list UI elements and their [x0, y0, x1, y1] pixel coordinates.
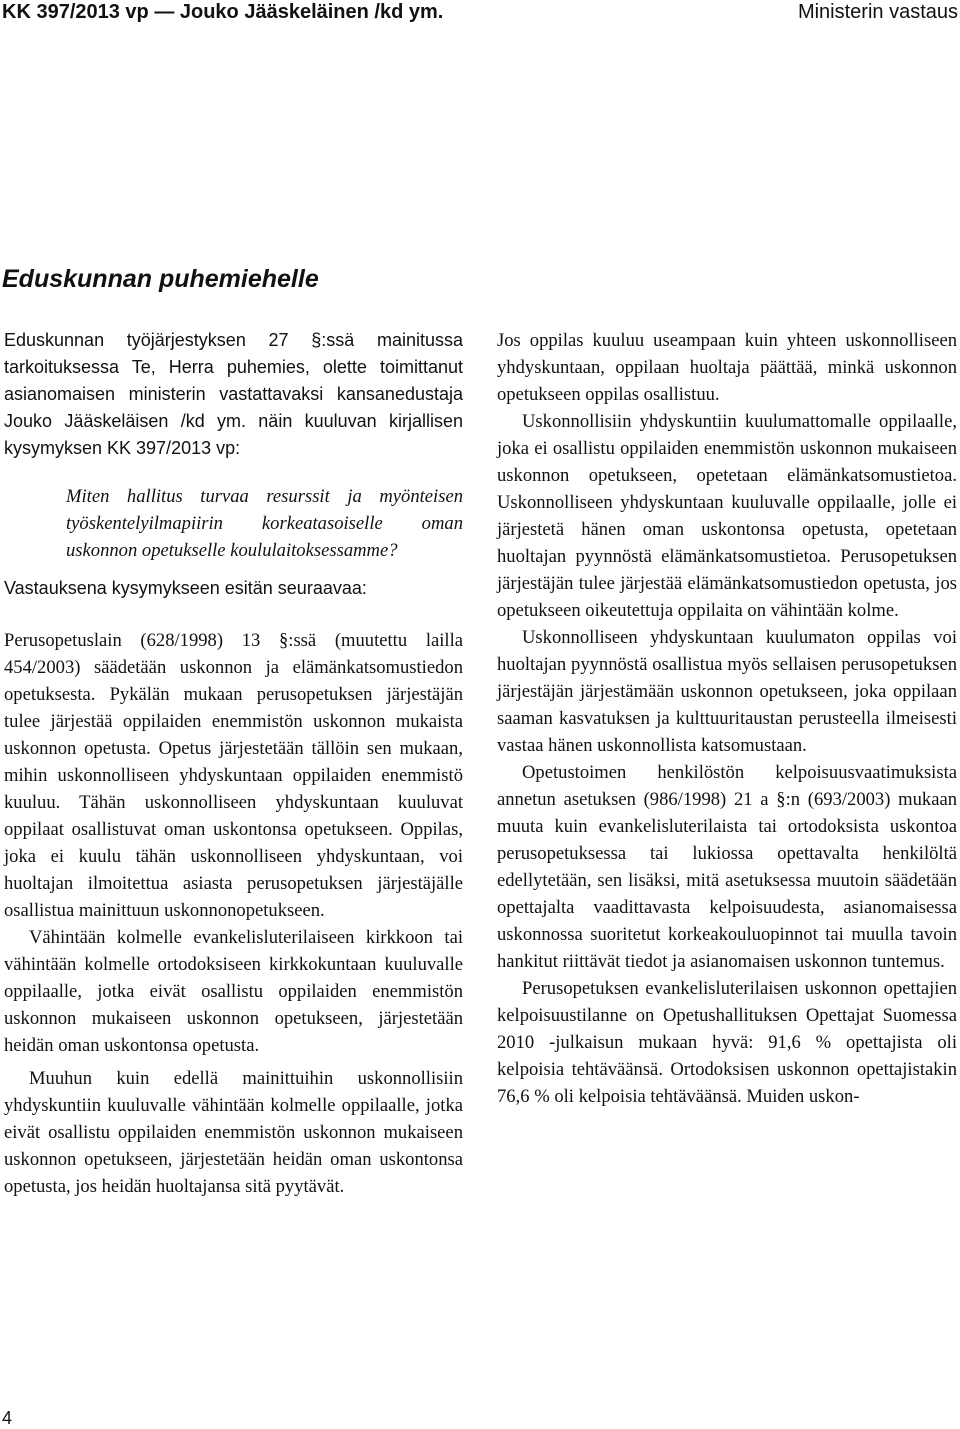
- body-paragraph: Muuhun kuin edellä mainittuihin uskonnollisiin yhdyskuntiin kuuluvalle vähintään kolmelle oppilaalle, jotka eivät osallistu oppilaiden enemmistön uskonnon mukaiseen uskonnon opetukseen, järjestetään heidän oman uskontonsa opetusta, jos heidän huoltajansa sitä pyytävät.: [4, 1068, 463, 1197]
- left-column: [4, 327, 463, 1200]
- page-title: Eduskunnan puhemiehelle: [2, 265, 319, 293]
- right-column: [497, 327, 957, 1110]
- page-number: 4: [2, 1408, 13, 1428]
- body-paragraph: Perusopetuslain (628/1998) 13 §:ssä (muutettu lailla 454/2003) säädetään uskonnon ja elämänkatsomustiedon opetuksesta. Pykälän mukaan perusopetuksen järjestäjän tulee järjestää oppilaiden enemmistön uskonnon mukaista uskonnon opetusta. Opetus järjestetään tällöin sen mukaan, mihin uskonnolliseen yhdyskuntaan oppilaiden enemmistö kuuluu. Tähän uskonnolliseen yhdyskuntaan kuuluvat oppilaat osallistuvat oman uskontonsa opetukseen. Oppilas, joka ei kuulu tähän uskonnolliseen yhdyskuntaan, voi huoltajan ilmoitettua asiasta perusopetuksen järjestäjälle osallistua mainittuun uskonnonopetukseen.: [4, 630, 463, 921]
- body-paragraph: Jos oppilas kuuluu useampaan kuin yhteen uskonnolliseen yhdyskuntaan, oppilaan huoltaja päättää, minkä uskonnon opetukseen oppilas osallistuu.: [497, 330, 957, 405]
- body-paragraph: Perusopetuksen evankelisluterilaisen uskonnon opettajien kelpoisuustilanne on Opetushallituksen Opettajat Suomessa 2010 -julkaisun mukaan hyvä: 91,6 % opettajista oli kelpoisia tehtäväänsä. Ortodoksisen uskonnon opettajistakin 76,6 % oli kelpoisia tehtäväänsä. Muiden uskon-: [497, 978, 957, 1107]
- question-text: Miten hallitus turvaa resurssit ja myönteisen työskentelyilmapiirin korkeatasoiselle oman uskonnon opetukselle koululaitoksessamme?: [66, 486, 463, 561]
- body-paragraph: Vähintään kolmelle evankelisluterilaiseen kirkkoon tai vähintään kolmelle ortodoksiseen kirkkokuntaan kuuluvalle oppilaalle, jotka eivät osallistu oppilaiden enemmistön uskonnon mukaiseen uskonnon opetukseen, järjestetään heidän oman uskontonsa opetusta.: [4, 927, 463, 1056]
- running-header: [0, 0, 960, 28]
- body-paragraph: Uskonnolliseen yhdyskuntaan kuulumaton oppilas voi huoltajan pyynnöstä osallistua myös sellaisen perusopetuksen järjestäjän järjestämään uskonnon opetukseen, joka oppilaan saaman kasvatuksen ja kulttuuritaustan perusteella ilmeisesti vastaa hänen uskonnollista katsomustaan.: [497, 627, 957, 756]
- intro-paragraph: Eduskunnan työjärjestyksen 27 §:ssä mainitussa tarkoituksessa Te, Herra puhemies, olette toimittanut asianomaisen ministerin vastattavaksi kansanedustaja Jouko Jääskeläisen /kd ym. näin kuuluvan kirjallisen kysymyksen KK 397/2013 vp:: [4, 330, 463, 458]
- answer-intro: Vastauksena kysymykseen esitän seuraavaa:: [4, 578, 367, 598]
- header-document-reference: KK 397/2013 vp — Jouko Jääskeläinen /kd ym.: [2, 1, 444, 23]
- body-paragraph: Uskonnollisiin yhdyskuntiin kuulumattomalle oppilaalle, joka ei osallistu oppilaiden enemmistön uskonnon mukaiseen uskonnon opetukseen, opetetaan elämänkatsomustietoa. Uskonnolliseen yhdyskuntaan kuuluvalle oppilaalle, jolle ei järjestetä hänen oman uskontonsa opetusta, opetetaan huoltajan pyynnöstä elämänkatsomustietoa. Perusopetuksen järjestäjän tulee järjestää elämänkatsomustiedon opetusta, jos opetukseen oikeutettuja oppilaita on vähintään kolme.: [497, 411, 957, 621]
- header-section-label: Ministerin vastaus: [797, 1, 958, 23]
- body-paragraph: Opetustoimen henkilöstön kelpoisuusvaatimuksista annetun asetuksen (986/1998) 21 a §:n (693/2003) mukaan muuta kuin evankelisluterilaista tai ortodoksista uskontoa perusopetuksessa tai lukiossa opettavalta henkilöltä edellytetään, sen lisäksi, mitä asetuksessa muutoin säädetään opettajalta vaadittavasta kelpoisuudesta, asianomaisessa uskonnossa suoritetut korkeakouluopinnot tai muulla tavoin hankitut riittävät tiedot ja asianomaisen uskonnon tuntemus.: [497, 762, 957, 972]
